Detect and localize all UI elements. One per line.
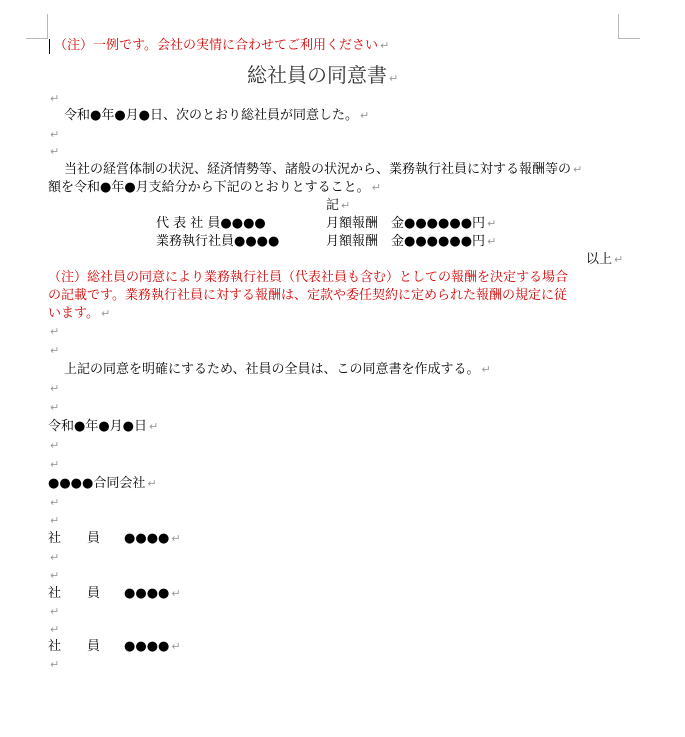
empty-paragraph[interactable] <box>48 656 59 674</box>
para1-line2[interactable]: 額を令和●年●月支給分から下記のとおりとすること。 ↵ <box>48 180 381 195</box>
paragraph-mark-icon: ↵ <box>379 39 390 52</box>
signature-name: ●●●● <box>124 531 170 546</box>
paragraph-mark-icon: ↵ <box>360 109 370 122</box>
intro-text[interactable]: 令和●年●月●日、次のとおり総社員が同意した。 ↵ <box>64 108 370 123</box>
paragraph-mark-icon: ↵ <box>50 439 60 452</box>
paragraph-mark-icon: ↵ <box>100 307 111 320</box>
empty-paragraph[interactable] <box>48 437 59 455</box>
paragraph-mark-icon: ↵ <box>50 605 60 618</box>
signature-3[interactable] <box>48 638 181 656</box>
paragraph-mark-icon: ↵ <box>50 325 60 338</box>
role-row-2[interactable]: 業務執行社員●●●● <box>156 234 280 249</box>
crop-mark-top-left-h <box>26 38 48 39</box>
paragraph-mark-icon: ↵ <box>371 181 381 194</box>
paragraph-mark-icon: ↵ <box>50 344 60 357</box>
ijou-closing[interactable]: 以上 ↵ <box>586 252 624 267</box>
signature-2[interactable] <box>48 585 181 603</box>
signature-label: 社 員 <box>48 531 101 546</box>
paragraph-mark-icon: ↵ <box>171 587 181 600</box>
empty-paragraph[interactable] <box>48 90 59 108</box>
empty-paragraph[interactable] <box>48 549 59 567</box>
document-title[interactable]: 総社員の同意書 ↵ <box>247 63 399 87</box>
para2-text[interactable]: 上記の同意を明確にするため、社員の全員は、この同意書を作成する。 ↵ <box>64 362 491 377</box>
pay-row-2[interactable]: 月額報酬 金●●●●●●円 ↵ <box>326 234 497 249</box>
pay-row-1[interactable]: 月額報酬 金●●●●●●円 ↵ <box>326 216 497 231</box>
ki-heading[interactable]: 記 ↵ <box>326 198 351 213</box>
paragraph-mark-icon: ↵ <box>487 217 497 230</box>
date-line[interactable]: 令和●年●月●日 ↵ <box>48 419 159 434</box>
note2-line1[interactable]: （注）総社員の同意により業務執行社員（代表社員も含む）としての報酬を決定する場合 <box>48 270 569 285</box>
paragraph-mark-icon: ↵ <box>614 253 624 266</box>
signature-name: ●●●● <box>124 586 170 601</box>
signature-name: ●●●● <box>124 639 170 654</box>
empty-paragraph[interactable] <box>48 456 59 474</box>
empty-paragraph[interactable] <box>48 380 59 398</box>
empty-paragraph[interactable] <box>48 494 59 512</box>
signature-1[interactable] <box>48 530 181 548</box>
paragraph-mark-icon: ↵ <box>50 401 60 414</box>
paragraph-mark-icon: ↵ <box>50 128 60 141</box>
paragraph-mark-icon: ↵ <box>481 363 491 376</box>
paragraph-mark-icon: ↵ <box>50 514 60 527</box>
para1-line1[interactable]: 当社の経営体制の状況、経済情勢等、諸般の状況から、業務執行社員に対する報酬等の ↵ <box>64 162 583 177</box>
paragraph-mark-icon: ↵ <box>171 640 181 653</box>
empty-paragraph[interactable] <box>48 512 59 530</box>
paragraph-mark-icon: ↵ <box>50 658 60 671</box>
note-top[interactable]: （注）一例です。会社の実情に合わせてご利用ください ↵ <box>54 38 390 53</box>
crop-mark-top-left-v <box>47 14 48 39</box>
empty-paragraph[interactable] <box>48 621 59 639</box>
role-row-1[interactable]: 代 表 社 員●●●● <box>156 216 266 231</box>
paragraph-mark-icon: ↵ <box>487 235 497 248</box>
crop-mark-top-right-h <box>618 38 640 39</box>
paragraph-mark-icon: ↵ <box>147 477 157 490</box>
paragraph-mark-icon: ↵ <box>50 623 60 636</box>
paragraph-mark-icon: ↵ <box>50 382 60 395</box>
paragraph-mark-icon: ↵ <box>50 92 60 105</box>
empty-paragraph[interactable] <box>48 603 59 621</box>
empty-paragraph[interactable] <box>48 567 59 585</box>
paragraph-mark-icon: ↵ <box>149 420 159 433</box>
paragraph-mark-icon: ↵ <box>573 163 583 176</box>
paragraph-mark-icon: ↵ <box>50 569 60 582</box>
note2-line3[interactable]: います。 ↵ <box>48 306 111 321</box>
paragraph-mark-icon: ↵ <box>50 551 60 564</box>
company-name[interactable]: ●●●●合同会社 ↵ <box>48 476 157 491</box>
empty-paragraph[interactable] <box>48 342 59 360</box>
empty-paragraph[interactable] <box>48 143 59 161</box>
paragraph-mark-icon: ↵ <box>50 458 60 471</box>
crop-mark-top-right-v <box>618 14 619 39</box>
paragraph-mark-icon: ↵ <box>341 199 351 212</box>
empty-paragraph[interactable] <box>48 399 59 417</box>
paragraph-mark-icon: ↵ <box>50 145 60 158</box>
signature-label: 社 員 <box>48 639 101 654</box>
empty-paragraph[interactable] <box>48 323 59 341</box>
empty-paragraph[interactable] <box>48 126 59 144</box>
note2-line2[interactable]: の記載です。業務執行社員に対する報酬は、定款や委任契約に定められた報酬の規定に従 <box>48 288 567 303</box>
signature-label: 社 員 <box>48 586 101 601</box>
paragraph-mark-icon: ↵ <box>389 72 399 85</box>
paragraph-mark-icon: ↵ <box>171 532 181 545</box>
paragraph-mark-icon: ↵ <box>50 496 60 509</box>
text-cursor <box>49 39 50 54</box>
